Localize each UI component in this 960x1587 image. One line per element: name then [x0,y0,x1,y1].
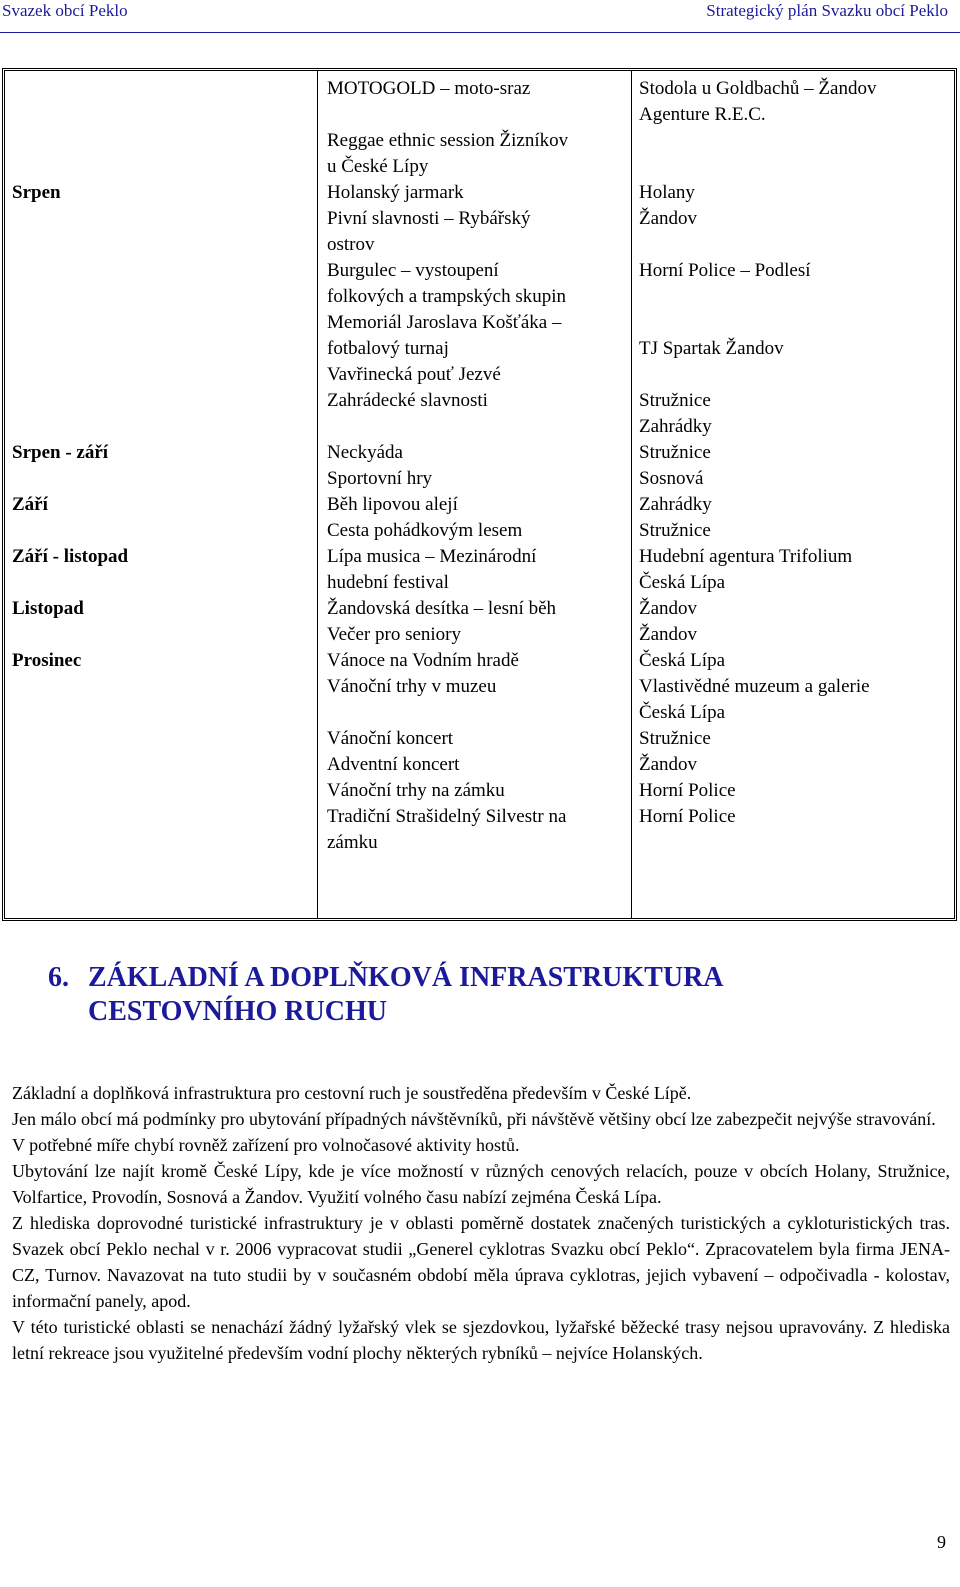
month-label: Září [12,494,48,515]
page-number: 9 [937,1532,946,1552]
event-line: Žandovská desítka – lesní běh [327,598,557,619]
event-line: Tradiční Strašidelný Silvestr na [327,806,567,827]
event-line: Vánoční trhy v muzeu [327,676,497,697]
event-line: Běh lipovou alejí [327,494,458,515]
paragraph: Jen málo obcí má podmínky pro ubytování případných návštěvníků, při návštěvě většiny obcí lze zabezpečit nejvýše stravování. [12,1109,936,1129]
paragraph: Ubytování lze najít kromě České Lípy, kde je více možností v různých cenových relacích, pouze v obcích Holany, Stružnice, Volfartice, Provodín, Sosnová a Žandov. Využití volného času nabízí zejména Česká Lípa. [12,1161,950,1207]
events-table [2,68,957,921]
event-line: Adventní koncert [327,754,460,775]
place-line: Horní Police [639,780,736,801]
body-text [12,1080,950,1366]
event-line: Reggae ethnic session Žizníkov [327,130,569,151]
place-line: Stružnice [639,442,711,463]
event-line: Lípa musica – Mezinárodní [327,546,537,567]
place-line: Horní Police – Podlesí [639,260,811,281]
event-line: Večer pro seniory [327,624,462,645]
month-label: Prosinec [12,650,82,671]
paragraph: V této turistické oblasti se nenachází žádný lyžařský vlek se sjezdovkou, lyžařské běžecké trasy nejsou upravovány. Z hlediska letní rekreace jsou využitelné především vodní plochy některých rybníků – nejvíce Holanských. [12,1317,950,1363]
event-line: Vánoční trhy na zámku [327,780,505,801]
event-line: u České Lípy [327,156,429,177]
event-line: Vavřinecká pouť Jezvé [327,364,501,385]
place-line: Stružnice [639,728,711,749]
place-line: Česká Lípa [639,702,726,723]
month-label: Září - listopad [12,546,129,567]
paragraph: V potřebné míře chybí rovněž zařízení pro volnočasové aktivity hostů. [12,1135,520,1155]
place-line: Holany [639,182,695,203]
place-line: Česká Lípa [639,650,726,671]
event-line: Neckyáda [327,442,403,463]
event-line: Zahrádecké slavnosti [327,390,488,411]
place-line: Zahrádky [639,416,712,437]
event-line: ostrov [327,234,375,255]
event-line: Vánoce na Vodním hradě [327,650,519,671]
event-line: Pivní slavnosti – Rybářský [327,208,531,229]
month-label: Listopad [12,598,84,619]
paragraph: Z hlediska doprovodné turistické infrastruktury je v oblasti poměrně dostatek značených turistických a cykloturistických tras. Svazek obcí Peklo nechal v r. 2006 vypracovat studii „Generel cyklotras Svazku obcí Peklo“. Zpracovatelem byla firma JENA-CZ, Turnov. Navazovat na tuto studii by v současném období měla úprava cyklotras, jejich vybavení – odpočivadla - kolostav, informační panely, apod. [12,1213,950,1311]
place-line: Žandov [639,208,698,229]
month-label: Srpen - září [12,442,109,463]
column-divider [317,71,318,918]
header-rule [0,32,960,33]
section-title-line1: ZÁKLADNÍ A DOPLŇKOVÁ INFRASTRUKTURA [88,962,724,993]
page-header [0,0,960,24]
paragraph: Základní a doplňková infrastruktura pro cestovní ruch je soustředěna především v České Lípě. [12,1083,692,1103]
place-line: Žandov [639,754,698,775]
place-line: Sosnová [639,468,704,489]
column-divider [631,71,632,918]
event-line: Cesta pohádkovým lesem [327,520,523,541]
place-line: Vlastivědné muzeum a galerie [639,676,870,697]
month-label: Srpen [12,182,61,203]
place-line: Stodola u Goldbachů – Žandov [639,78,877,99]
event-line: hudební festival [327,572,449,593]
place-line: Horní Police [639,806,736,827]
place-line: Agenture R.E.C. [639,104,766,125]
place-line: Stružnice [639,520,711,541]
event-line: Burgulec – vystoupení [327,260,499,281]
event-line: folkových a trampských skupin [327,286,567,307]
place-line: Hudební agentura Trifolium [639,546,853,567]
event-line: MOTOGOLD – moto-sraz [327,78,531,99]
header-right: Strategický plán Svazku obcí Peklo [706,1,948,20]
place-line: TJ Spartak Žandov [639,338,784,359]
place-line: Zahrádky [639,494,712,515]
event-line: Sportovní hry [327,468,433,489]
place-line: Česká Lípa [639,572,726,593]
event-line: Vánoční koncert [327,728,454,749]
event-line: Holanský jarmark [327,182,464,203]
place-line: Stružnice [639,390,711,411]
event-line: zámku [327,832,378,853]
header-left: Svazek obcí Peklo [2,1,128,20]
place-line: Žandov [639,624,698,645]
event-line: Memoriál Jaroslava Košťáka – [327,312,562,333]
section-number: 6. [48,962,69,993]
section-title-line2: CESTOVNÍHO RUCHU [88,996,387,1027]
place-line: Žandov [639,598,698,619]
event-line: fotbalový turnaj [327,338,449,359]
